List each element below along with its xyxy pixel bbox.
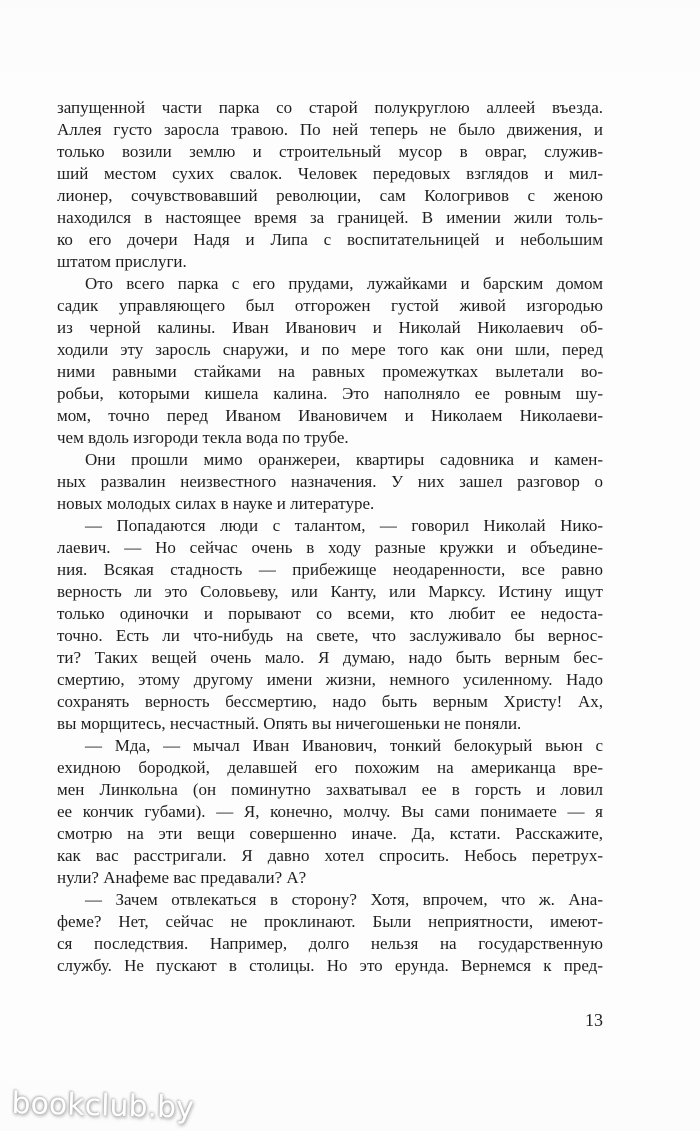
text-line: садик управляющего был отгорожен густой живой изгородью: [57, 296, 603, 315]
text-line: робьи, которыми кишела калина. Это наполняло ее ровным шу-: [57, 384, 603, 403]
page-text: [57, 97, 603, 977]
paragraph: [57, 735, 603, 889]
text-line: новых молодых силах в науке и литературе.: [57, 494, 375, 513]
text-line: находился в настоящее время за границей. В имении жили толь-: [57, 208, 603, 227]
text-line: ных развалин неизвестного назначения. У них зашел разговор о: [57, 472, 603, 491]
text-line: службу. Не пускают в столицы. Но это ерунда. Вернемся к пред-: [57, 956, 603, 975]
text-line: сохранять верность бессмертию, надо быть верным Христу! Ах,: [57, 692, 603, 711]
text-line: только одиночки и порывают со всеми, кто любит ее недоста-: [57, 604, 603, 623]
text-line: верность ли это Соловьеву, или Канту, или Марксу. Истину ищут: [57, 582, 603, 601]
text-line: только возили землю и строительный мусор в овраг, служив-: [57, 142, 603, 161]
text-line: точно. Есть ли что-нибудь на свете, что заслуживало бы вернос-: [57, 626, 603, 645]
text-line: как вас расстригали. Я давно хотел спросить. Небось перетрух-: [57, 846, 603, 865]
text-line: вы морщитесь, несчастный. Опять вы ничегошеньки не поняли.: [57, 714, 522, 733]
text-line: чем вдоль изгороди текла вода по трубе.: [57, 428, 349, 447]
paragraph: [57, 515, 603, 735]
text-line: ее кончик губами). — Я, конечно, молчу. Вы сами понимаете — я: [57, 802, 603, 821]
watermark: bookclub.by: [11, 1086, 195, 1126]
text-line: смотрю на эти вещи совершенно иначе. Да, кстати. Расскажите,: [57, 824, 603, 843]
text-line: Они прошли мимо оранжереи, квартиры садовника и камен-: [85, 450, 603, 469]
text-line: Аллея густо заросла травою. По ней теперь не было движения, и: [57, 120, 603, 139]
text-line: лаевич. — Но сейчас очень в ходу разные кружки и объедине-: [57, 538, 603, 557]
text-line: — Мда, — мычал Иван Иванович, тонкий белокурый вьюн с: [85, 736, 603, 755]
text-line: Ото всего парка с его прудами, лужайками и барским домом: [85, 274, 603, 293]
text-line: мом, точно перед Иваном Ивановичем и Николаем Николаеви-: [57, 406, 603, 425]
text-line: ехидною бородкой, делавшей его похожим на американца вре-: [57, 758, 603, 777]
paragraph: [57, 449, 603, 515]
page-number: 13: [585, 1010, 603, 1030]
text-line: ходили эту заросль снаружи, и по мере того как они шли, перед: [57, 340, 603, 359]
text-line: смертию, этому другому имени жизни, немного усиленному. Надо: [57, 670, 603, 689]
text-line: штатом прислуги.: [57, 252, 187, 271]
text-line: ти? Таких вещей очень мало. Я думаю, надо быть верным бес-: [57, 648, 603, 667]
text-line: лионер, сочувствовавший революции, сам Кологривов с женою: [57, 186, 603, 205]
text-line: нули? Анафеме вас предавали? А?: [57, 868, 307, 887]
text-line: ся последствия. Например, долго нельзя на государственную: [57, 934, 603, 953]
paragraph: [57, 273, 603, 449]
paragraph: [57, 97, 603, 273]
text-line: — Зачем отвлекаться в сторону? Хотя, впрочем, что ж. Ана-: [85, 890, 603, 909]
text-line: — Попадаются люди с талантом, — говорил Николай Нико-: [85, 516, 603, 535]
text-line: мен Линкольна (он поминутно захватывал ее в горсть и ловил: [57, 780, 603, 799]
text-line: запущенной части парка со старой полукруглою аллеей въезда.: [57, 98, 603, 117]
text-line: ко его дочери Надя и Липа с воспитательницей и небольшим: [57, 230, 603, 249]
text-line: ший местом сухих свалок. Человек передовых взглядов и мил-: [57, 164, 603, 183]
paragraph: [57, 889, 603, 977]
text-line: из черной калины. Иван Иванович и Николай Николаевич об-: [57, 318, 603, 337]
text-line: ния. Всякая стадность — прибежище неодаренности, все равно: [57, 560, 603, 579]
text-line: ними равными стайками на равных промежутках вылетали во-: [57, 362, 603, 381]
text-line: феме? Нет, сейчас не проклинают. Были неприятности, имеют-: [57, 912, 603, 931]
